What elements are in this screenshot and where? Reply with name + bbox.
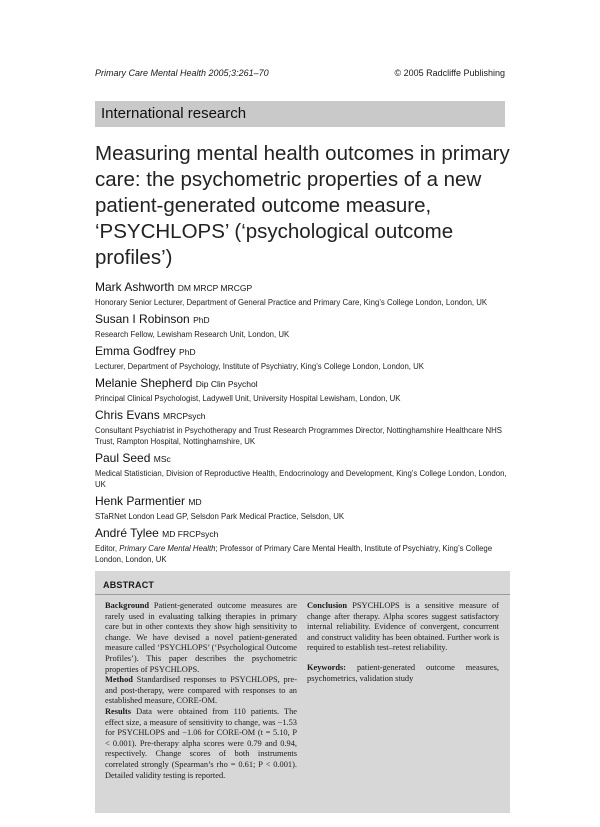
abstract-conclusion <box>307 601 499 654</box>
author-affiliation: Principal Clinical Psychologist, Ladywell Unit, University Hospital Lewisham, London, UK <box>95 394 401 403</box>
author-entry <box>95 312 515 340</box>
abstract-method <box>105 675 297 707</box>
author-name: Susan I Robinson <box>95 312 190 326</box>
author-affiliation: Research Fellow, Lewisham Research Unit, London, UK <box>95 330 290 339</box>
author-name: Henk Parmentier <box>95 494 186 508</box>
section-label: International research <box>101 105 247 122</box>
method-text: Standardised responses to PSYCHLOPS, pre- and post-therapy, were compared with responses to an established measure, CORE-OM. <box>105 675 297 706</box>
author-qualifications: MSc <box>153 454 171 464</box>
author-list <box>95 280 515 569</box>
author-qualifications: DM MRCP MRCGP <box>177 283 253 293</box>
author-name: André Tylee <box>95 526 159 540</box>
conclusion-label: Conclusion <box>307 601 348 610</box>
copyright-notice: © 2005 Radcliffe Publishing <box>394 68 505 78</box>
author-entry <box>95 526 515 565</box>
abstract-column-left <box>105 601 297 781</box>
author-qualifications: PhD <box>193 315 210 325</box>
journal-citation: Primary Care Mental Health 2005;3:261–70 <box>95 68 269 78</box>
author-affiliation: STaRNet London Lead GP, Selsdon Park Medical Practice, Selsdon, UK <box>95 512 345 521</box>
author-entry <box>95 376 515 404</box>
journal-name: Primary Care Mental Health <box>119 544 216 553</box>
author-affiliation: Honorary Senior Lecturer, Department of General Practice and Primary Care, King’s College London, London, UK <box>95 298 488 307</box>
author-entry <box>95 344 515 372</box>
abstract-heading: ABSTRACT <box>103 580 155 590</box>
abstract-box <box>95 571 510 813</box>
method-label: Method <box>105 675 133 685</box>
abstract-divider <box>95 594 510 595</box>
author-qualifications: MD FRCPsych <box>162 529 219 539</box>
author-affiliation: Lecturer, Department of Psychology, Institute of Psychiatry, King’s College London, London, UK <box>95 362 424 371</box>
author-qualifications: PhD <box>179 347 196 357</box>
author-qualifications: MRCPsych <box>163 411 206 421</box>
abstract-results <box>105 707 297 781</box>
author-name: Emma Godfrey <box>95 344 176 358</box>
background-text: Patient-generated outcome measures are rarely used in evaluating talking therapies in primary care but in other contexts they show high sensitivity to change. We have devised a novel patient-generated measure called ‘PSYCHLOPS’ (‘Psychological Outcome Profiles’). This paper describes the psychometric properties of PSYCHLOPS. <box>105 601 297 674</box>
author-entry <box>95 451 515 490</box>
author-affiliation: Medical Statistician, Division of Reproductive Health, Endocrinology and Development, King’s College London, London, UK <box>95 469 507 489</box>
running-header <box>95 68 505 82</box>
keywords-text: patient-generated outcome measures, psychometrics, validation study <box>307 662 499 683</box>
author-name: Melanie Shepherd <box>95 376 193 390</box>
author-name: Mark Ashworth <box>95 280 175 294</box>
author-entry <box>95 408 515 447</box>
section-banner <box>95 101 505 127</box>
results-label: Results <box>105 706 132 716</box>
abstract-keywords <box>307 663 499 684</box>
affiliation-prefix: Editor, <box>95 544 120 553</box>
article-title: Measuring mental health outcomes in primary care: the psychometric properties of a new patient-generated outcome measure, ‘PSYCHLOPS’ (‘psychological outcome profiles’) <box>95 142 510 269</box>
author-entry <box>95 494 515 522</box>
author-entry <box>95 280 515 308</box>
abstract-background <box>105 601 297 675</box>
author-name: Paul Seed <box>95 451 151 465</box>
results-text: Data were obtained from 110 patients. The effect size, a measure of sensitivity to change, was −1.53 for PSYCHLOPS and −1.06 for CORE-OM (t = 5.10, P < 0.001). Pre-therapy alpha scores were 0.79 and 0.94, respectively. Change scores of both instruments correlated strongly (Spearman’s rho = 0.61; P < 0.001). Detailed validity testing is reported. <box>105 706 298 780</box>
abstract-column-right <box>307 601 499 684</box>
author-qualifications: MD <box>188 497 202 507</box>
conclusion-text: PSYCHLOPS is a sensitive measure of change after therapy. Alpha scores suggest satisfactory internal reliability. Evidence of convergent, concurrent and construct validity has been obtained. Further work is required to establish test–retest reliability. <box>307 601 500 653</box>
author-affiliation: Consultant Psychiatrist in Psychotherapy and Trust Research Programmes Director, Nottinghamshire Healthcare NHS Trust, Rampton Hospital, Nottinghamshire, UK <box>95 426 502 446</box>
affiliation-suffix: ; Professor of Primary Care Mental Health, Institute of Psychiatry, King’s College London, London, UK <box>95 544 493 564</box>
author-name: Chris Evans <box>95 408 160 422</box>
keywords-label: Keywords: <box>307 662 347 672</box>
background-label: Background <box>105 601 150 610</box>
author-qualifications: Dip Clin Psychol <box>195 379 258 389</box>
author-affiliation <box>95 543 515 565</box>
